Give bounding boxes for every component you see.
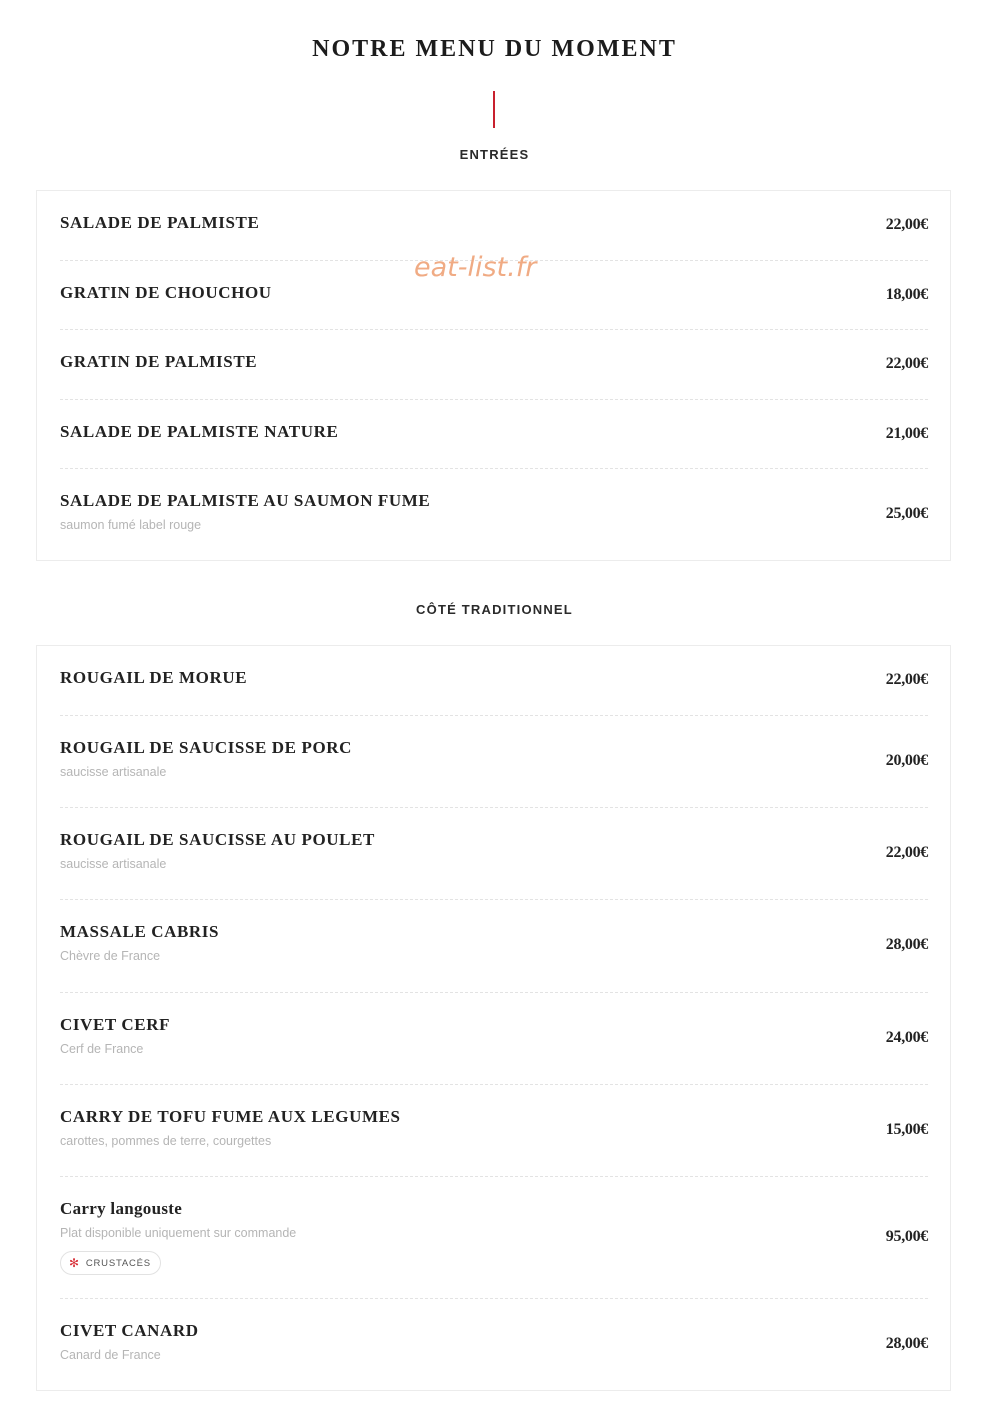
menu-item-price: 22,00€: [885, 671, 928, 688]
menu-item-description: carottes, pommes de terre, courgettes: [60, 1134, 272, 1148]
menu-item: [60, 993, 928, 1085]
menu-item-description: Cerf de France: [60, 1042, 144, 1056]
menu-item: [60, 1177, 928, 1299]
menu-item: [60, 400, 928, 469]
menu-card-traditionnel: [36, 645, 951, 1391]
menu-item-description: Chèvre de France: [60, 949, 161, 963]
menu-item-name: ROUGAIL DE SAUCISSE AU POULET: [60, 830, 375, 849]
menu-item: [60, 1299, 928, 1391]
watermark: eat-list.fr: [414, 252, 537, 283]
menu-item-price: 22,00€: [885, 216, 928, 233]
menu-item-price: 28,00€: [885, 1335, 928, 1352]
menu-item-name: SALADE DE PALMISTE NATURE: [60, 422, 339, 441]
menu-item-name: SALADE DE PALMISTE AU SAUMON FUME: [60, 491, 431, 510]
menu-item-price: 20,00€: [885, 752, 928, 769]
menu-item-name: CIVET CERF: [60, 1015, 171, 1034]
menu-item-name: GRATIN DE PALMISTE: [60, 352, 258, 371]
menu-item-name: MASSALE CABRIS: [60, 922, 220, 941]
menu-item-description: saucisse artisanale: [60, 765, 167, 779]
menu-item-description: saucisse artisanale: [60, 857, 167, 871]
menu-item: [60, 191, 928, 261]
menu-item-price: 24,00€: [885, 1029, 928, 1046]
menu-item: [60, 716, 928, 808]
menu-item-price: 25,00€: [885, 505, 928, 522]
menu-item-price: 18,00€: [885, 286, 928, 303]
menu-item-name: Carry langouste: [60, 1199, 183, 1218]
menu-item: [60, 646, 928, 716]
menu-item-description: saumon fumé label rouge: [60, 518, 202, 532]
menu-item-name: CIVET CANARD: [60, 1321, 199, 1340]
menu-item-name: CARRY DE TOFU FUME AUX LEGUMES: [60, 1107, 401, 1126]
menu-item-name: ROUGAIL DE MORUE: [60, 668, 248, 687]
menu-item: [60, 1085, 928, 1177]
menu-item-price: 21,00€: [885, 425, 928, 442]
section-title-traditionnel: CÔTÉ TRADITIONNEL: [416, 602, 573, 617]
menu-item-description: Plat disponible uniquement sur commande: [60, 1226, 297, 1240]
menu-item: [60, 469, 928, 561]
menu-item-price: 95,00€: [885, 1228, 928, 1245]
menu-item-name: SALADE DE PALMISTE: [60, 213, 260, 232]
page-title: NOTRE MENU DU MOMENT: [312, 36, 677, 62]
crab-icon: ✻: [69, 1256, 80, 1270]
allergen-badge: [60, 1251, 161, 1275]
menu-item-name: ROUGAIL DE SAUCISSE DE PORC: [60, 738, 353, 757]
menu-item: [60, 900, 928, 993]
menu-card-entrees: [36, 190, 951, 561]
section-title-entrees: ENTRÉES: [459, 147, 530, 162]
allergen-badge-label: CRUSTACÉS: [85, 1257, 151, 1269]
menu-item-price: 15,00€: [885, 1121, 928, 1138]
menu-item: [60, 330, 928, 400]
title-divider: [493, 91, 495, 128]
menu-item-price: 22,00€: [885, 355, 928, 372]
menu-item-price: 28,00€: [885, 936, 928, 953]
menu-item-description: Canard de France: [60, 1348, 161, 1362]
menu-item-price: 22,00€: [885, 844, 928, 861]
menu-item-name: GRATIN DE CHOUCHOU: [60, 283, 272, 302]
menu-item: [60, 808, 928, 900]
